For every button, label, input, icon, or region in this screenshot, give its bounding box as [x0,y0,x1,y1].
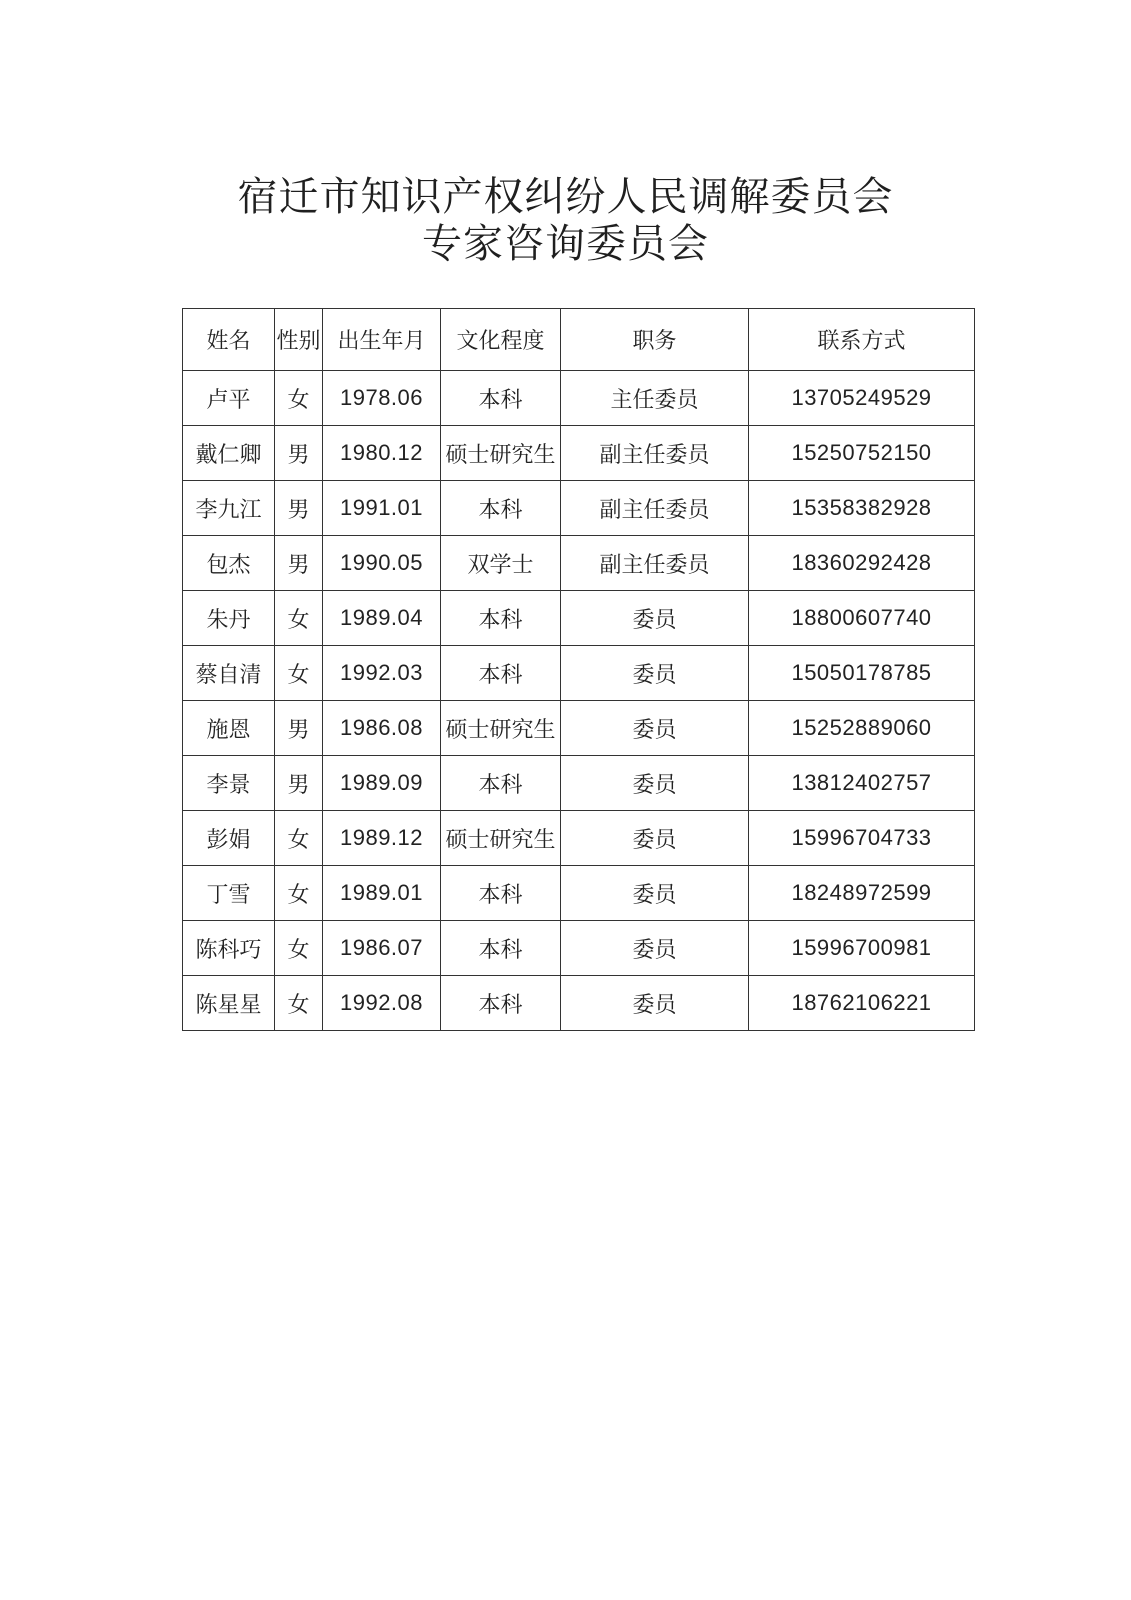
table-row [183,591,975,646]
table-row [183,371,975,426]
table-row [183,426,975,481]
table-row [183,646,975,701]
header-position: 职务 [561,309,749,371]
cell-position: 委员 [561,701,749,756]
cell-gender: 女 [275,811,323,866]
cell-gender: 男 [275,701,323,756]
cell-name: 陈星星 [183,976,275,1031]
cell-education: 硕士研究生 [441,426,561,481]
cell-position: 副主任委员 [561,426,749,481]
cell-position: 副主任委员 [561,536,749,591]
header-name: 姓名 [183,309,275,371]
cell-position: 委员 [561,646,749,701]
cell-education: 本科 [441,756,561,811]
cell-position: 副主任委员 [561,481,749,536]
table-row [183,976,975,1031]
cell-contact: 18248972599 [749,866,975,921]
cell-birth: 1989.09 [323,756,441,811]
cell-contact: 18762106221 [749,976,975,1031]
cell-education: 硕士研究生 [441,701,561,756]
cell-name: 丁雪 [183,866,275,921]
document-title-line1: 宿迁市知识产权纠纷人民调解委员会 [237,174,894,220]
cell-gender: 女 [275,976,323,1031]
member-table [182,308,975,1031]
cell-birth: 1978.06 [323,371,441,426]
table-row [183,481,975,536]
cell-name: 卢平 [183,371,275,426]
cell-position: 主任委员 [561,371,749,426]
document-title-line2: 专家咨询委员会 [422,221,709,267]
cell-birth: 1989.04 [323,591,441,646]
table-row [183,866,975,921]
table-row [183,811,975,866]
cell-birth: 1989.01 [323,866,441,921]
cell-education: 本科 [441,371,561,426]
cell-birth: 1992.03 [323,646,441,701]
cell-contact: 15996704733 [749,811,975,866]
cell-contact: 15252889060 [749,701,975,756]
cell-birth: 1989.12 [323,811,441,866]
cell-contact: 15250752150 [749,426,975,481]
cell-birth: 1980.12 [323,426,441,481]
cell-contact: 18360292428 [749,536,975,591]
cell-name: 彭娟 [183,811,275,866]
header-birth: 出生年月 [323,309,441,371]
table-row [183,701,975,756]
table-row [183,921,975,976]
cell-gender: 男 [275,756,323,811]
cell-name: 李景 [183,756,275,811]
cell-name: 施恩 [183,701,275,756]
cell-position: 委员 [561,811,749,866]
cell-gender: 女 [275,371,323,426]
header-education: 文化程度 [441,309,561,371]
cell-name: 朱丹 [183,591,275,646]
cell-name: 陈科巧 [183,921,275,976]
cell-contact: 15050178785 [749,646,975,701]
table-body [183,371,975,1031]
table-header-row [183,309,975,371]
cell-gender: 女 [275,866,323,921]
cell-position: 委员 [561,591,749,646]
cell-gender: 男 [275,426,323,481]
table-row [183,536,975,591]
cell-gender: 女 [275,921,323,976]
cell-gender: 男 [275,481,323,536]
cell-gender: 女 [275,646,323,701]
cell-name: 戴仁卿 [183,426,275,481]
cell-education: 本科 [441,481,561,536]
cell-position: 委员 [561,921,749,976]
header-gender: 性别 [275,309,323,371]
cell-education: 本科 [441,591,561,646]
cell-name: 李九江 [183,481,275,536]
header-contact: 联系方式 [749,309,975,371]
cell-birth: 1990.05 [323,536,441,591]
cell-education: 本科 [441,646,561,701]
cell-gender: 男 [275,536,323,591]
cell-birth: 1986.07 [323,921,441,976]
cell-contact: 15996700981 [749,921,975,976]
cell-birth: 1991.01 [323,481,441,536]
cell-name: 蔡自清 [183,646,275,701]
cell-education: 本科 [441,921,561,976]
cell-contact: 15358382928 [749,481,975,536]
cell-name: 包杰 [183,536,275,591]
cell-birth: 1986.08 [323,701,441,756]
cell-contact: 13812402757 [749,756,975,811]
cell-gender: 女 [275,591,323,646]
table-row [183,756,975,811]
cell-position: 委员 [561,866,749,921]
cell-education: 硕士研究生 [441,811,561,866]
cell-education: 本科 [441,866,561,921]
cell-birth: 1992.08 [323,976,441,1031]
cell-education: 双学士 [441,536,561,591]
cell-contact: 18800607740 [749,591,975,646]
cell-position: 委员 [561,976,749,1031]
cell-contact: 13705249529 [749,371,975,426]
cell-position: 委员 [561,756,749,811]
cell-education: 本科 [441,976,561,1031]
